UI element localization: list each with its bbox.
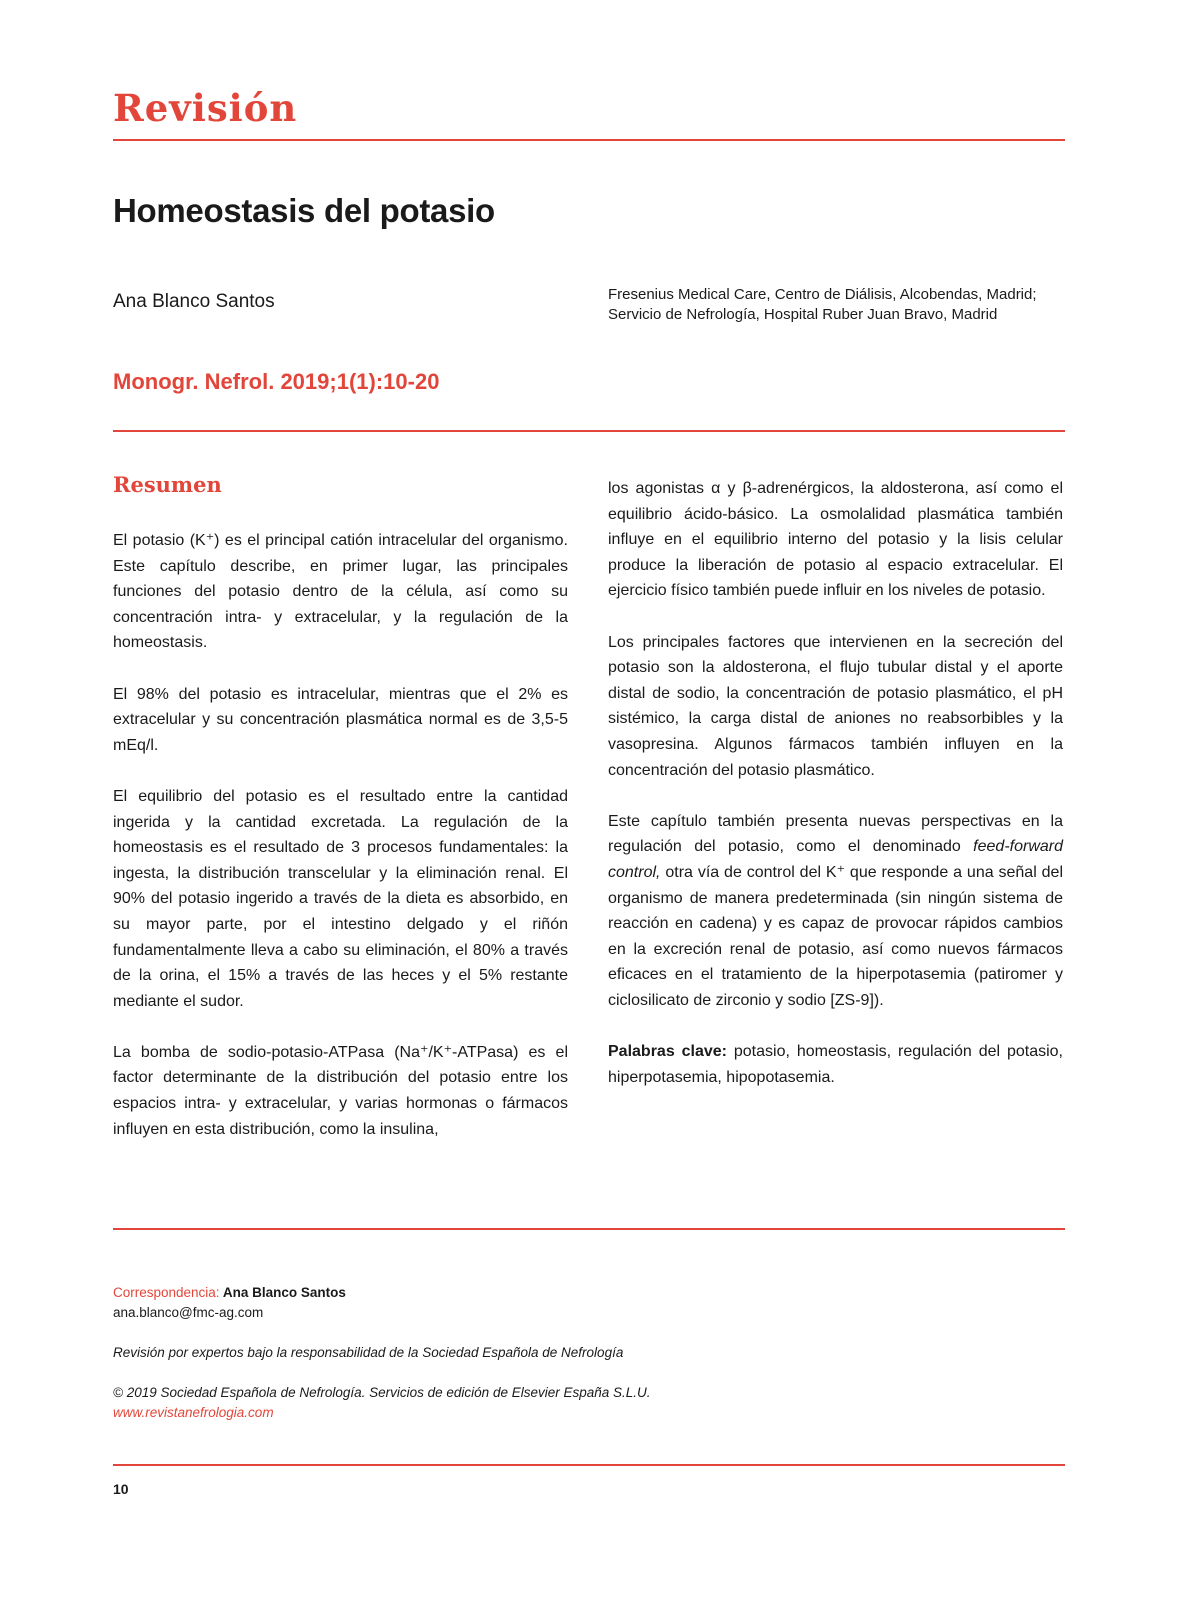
citation-divider — [113, 430, 1065, 432]
correspondence-name: Ana Blanco Santos — [219, 1285, 346, 1300]
page-number: 10 — [113, 1481, 129, 1497]
section-label: Revisión — [113, 86, 298, 130]
page-bottom-divider — [113, 1464, 1065, 1466]
keywords-label: Palabras clave: — [608, 1043, 727, 1061]
footer-divider — [113, 1228, 1065, 1230]
abstract-paragraph: El potasio (K⁺) es el principal catión intracelular del organismo. Este capítulo describe, en primer lugar, las principales funciones del potasio dentro de la célula, así como su concentración intra- y extracelular, y la regulación de la homeostasis. — [113, 532, 568, 652]
abstract-paragraph: El equilibrio del potasio es el resultado entre la cantidad ingerida y la cantidad excretada. La regulación de la homeostasis es el resultado de 3 procesos fundamentales: la ingesta, la distribución transcelular y la eliminación renal. El 90% del potasio ingerido a través de la dieta es absorbido, en su mayor parte, por el intestino delgado y el riñón fundamentalmente lleva a cabo su eliminación, el 80% a través de la orina, el 15% a través de las heces y el 5% restante mediante el sudor. — [113, 787, 568, 1010]
feedforward-italic: feed-forward control, — [608, 838, 1063, 881]
correspondence — [113, 1283, 1013, 1302]
feedforward-paragraph — [608, 809, 1063, 1014]
website-link[interactable]: www.revistanefrologia.com — [113, 1405, 274, 1420]
citation: Monogr. Nefrol. 2019;1(1):10-20 — [113, 369, 440, 394]
abstract-paragraph: El 98% del potasio es intracelular, mientras que el 2% es extracelular y su concentración plasmática normal es de 3,5-5 mEq/l. — [113, 685, 568, 754]
abstract-heading: Resumen — [113, 472, 222, 497]
peer-review-note: Revisión por expertos bajo la responsabilidad de la Sociedad Española de Nefrología — [113, 1345, 624, 1360]
abstract-paragraph: Los principales factores que intervienen en la secreción del potasio son la aldosterona, el flujo tubular distal y el aporte distal de sodio, la concentración de potasio plasmático, el pH sistémico, la carga distal de aniones no reabsorbibles y la vasopresina. Algunos fármacos también influyen en la concentración del potasio plasmático. — [608, 633, 1063, 779]
copyright-note: © 2019 Sociedad Española de Nefrología. Servicios de edición de Elsevier España S.L.U. — [113, 1385, 651, 1400]
feedforward-text-before: Este capítulo también presenta nuevas perspectivas en la regulación del potasio, como el denominado — [608, 812, 1063, 856]
feedforward-text-after: otra vía de control del K⁺ que responde a una señal del organismo de manera predeterminada (sin ningún sistema de reacción en cadena) y es capaz de provocar rápidos cambios en la excreción renal de potasio, así como nuevos fármacos eficaces en el tratamiento de la hiperpotasemia (patiromer y ciclosilicato de zirconio y sodio [ZS-9]). — [608, 863, 1063, 1009]
correspondence-label: Correspondencia: — [113, 1285, 220, 1300]
correspondence-email[interactable]: ana.blanco@fmc-ag.com — [113, 1305, 264, 1320]
header-divider — [113, 139, 1065, 141]
author-affiliation: Fresenius Medical Care, Centro de Diálisis, Alcobendas, Madrid; Servicio de Nefrología, Hospital Ruber Juan Bravo, Madrid — [608, 286, 1037, 323]
keywords-paragraph — [608, 1039, 1063, 1090]
author-name: Ana Blanco Santos — [113, 291, 275, 312]
abstract-left-column — [113, 528, 568, 1168]
article-title: Homeostasis del potasio — [113, 192, 495, 229]
abstract-paragraph: La bomba de sodio-potasio-ATPasa (Na⁺/K⁺-ATPasa) es el factor determinante de la distribución del potasio entre los espacios intra- y extracelular, y varias hormonas o fármacos influyen en esta distribución, como la insulina, — [113, 1043, 568, 1138]
abstract-right-column — [608, 476, 1063, 1116]
keywords-list: potasio, homeostasis, regulación del potasio, hiperpotasemia, hipopotasemia. — [608, 1043, 1063, 1086]
abstract-paragraph: los agonistas α y β-adrenérgicos, la aldosterona, así como el equilibrio ácido-básico. La osmolalidad plasmática también influye en el equilibrio interno del potasio y la lisis celular produce la liberación de potasio al espacio extracelular. El ejercicio físico también puede influir en los niveles de potasio. — [608, 480, 1063, 600]
